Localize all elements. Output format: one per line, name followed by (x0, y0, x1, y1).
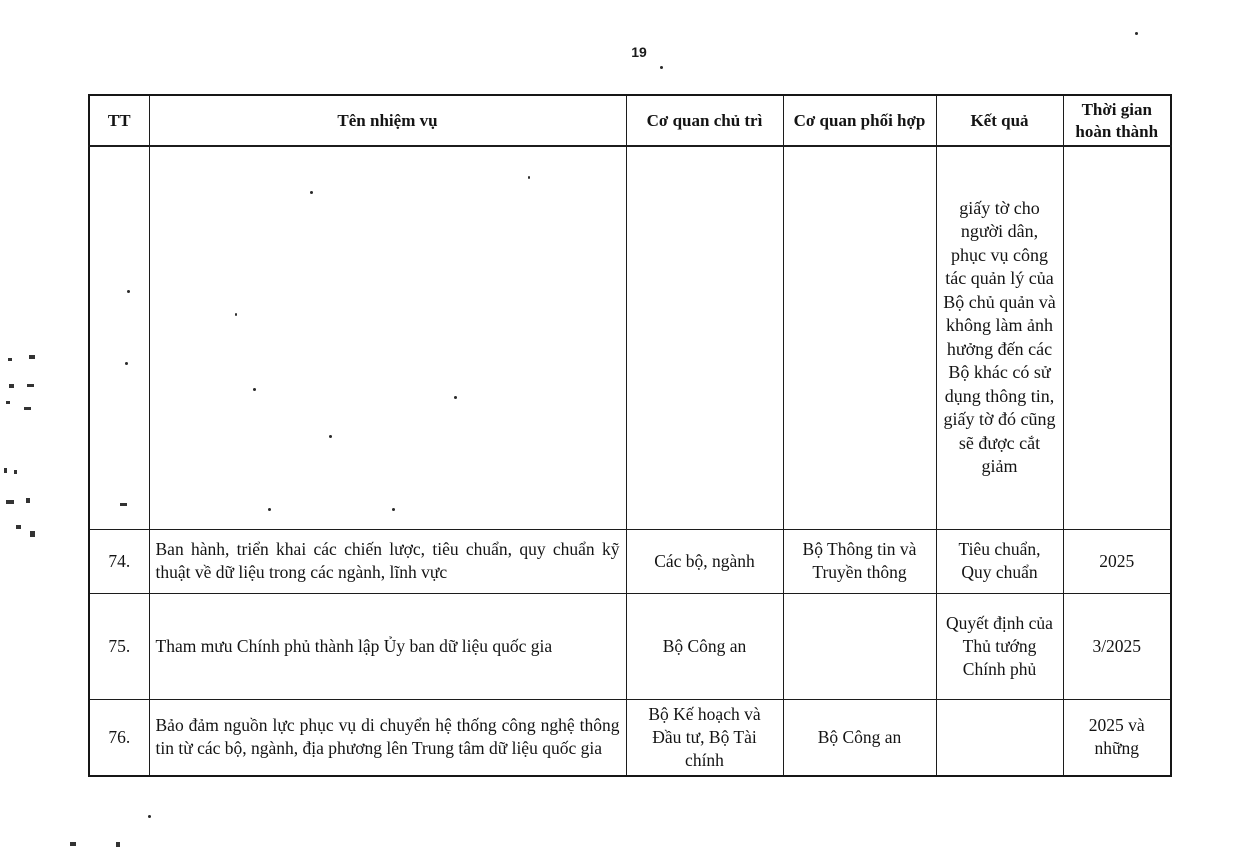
cell-tt: 74. (89, 529, 149, 593)
cell-coordinating-agency (783, 146, 936, 529)
cell-tt (89, 146, 149, 529)
cell-coordinating-agency: Bộ Công an (783, 699, 936, 776)
cell-task: Bảo đảm nguồn lực phục vụ di chuyển hệ thống công nghệ thông tin từ các bộ, ngành, địa phương lên Trung tâm dữ liệu quốc gia (149, 699, 626, 776)
scan-speck (30, 531, 35, 537)
cell-task: Ban hành, triển khai các chiến lược, tiêu chuẩn, quy chuẩn kỹ thuật về dữ liệu trong các ngành, lĩnh vực (149, 529, 626, 593)
scan-speck (329, 435, 332, 438)
cell-coordinating-agency (783, 593, 936, 699)
cell-lead-agency: Các bộ, ngành (626, 529, 783, 593)
scan-speck (27, 384, 34, 387)
cell-task: Tham mưu Chính phủ thành lập Ủy ban dữ liệu quốc gia (149, 593, 626, 699)
scan-speck (6, 500, 14, 504)
cell-task (149, 146, 626, 529)
scan-speck (125, 362, 128, 365)
scan-speck (14, 470, 17, 474)
scan-speck (268, 508, 271, 511)
scan-speck (70, 842, 76, 846)
scan-speck (1135, 32, 1138, 35)
task-table (88, 94, 1172, 777)
cell-lead-agency (626, 146, 783, 529)
header-tt: TT (89, 95, 149, 146)
header-coordinating-agency: Cơ quan phối hợp (783, 95, 936, 146)
cell-deadline: 2025 (1063, 529, 1171, 593)
table-row-75 (89, 593, 1171, 699)
scan-speck (310, 191, 313, 194)
cell-result: giấy tờ cho người dân, phục vụ công tác quản lý của Bộ chủ quản và không làm ảnh hưởng đến các Bộ khác có sử dụng thông tin, giấy tờ đó cũng sẽ được cắt giảm (936, 146, 1063, 529)
scan-speck (9, 384, 14, 388)
scan-speck (4, 468, 7, 473)
scan-speck (116, 842, 120, 847)
scan-speck (660, 66, 663, 69)
scan-speck (16, 525, 21, 529)
scan-speck (148, 815, 151, 818)
cell-deadline: 3/2025 (1063, 593, 1171, 699)
cell-tt: 75. (89, 593, 149, 699)
header-deadline: Thời gian hoàn thành (1063, 95, 1171, 146)
scan-speck (253, 388, 256, 391)
table-row-74 (89, 529, 1171, 593)
cell-lead-agency: Bộ Công an (626, 593, 783, 699)
page-number: 19 (631, 44, 647, 60)
cell-result (936, 699, 1063, 776)
scan-speck (127, 290, 130, 293)
scan-speck (235, 313, 237, 316)
cell-deadline (1063, 146, 1171, 529)
scan-speck (392, 508, 395, 511)
scan-speck (29, 355, 35, 359)
scan-speck (6, 401, 10, 404)
cell-result: Quyết định của Thủ tướng Chính phủ (936, 593, 1063, 699)
header-task: Tên nhiệm vụ (149, 95, 626, 146)
scan-speck (24, 407, 31, 410)
table-row-76 (89, 699, 1171, 776)
scan-speck (26, 498, 30, 503)
cell-result: Tiêu chuẩn, Quy chuẩn (936, 529, 1063, 593)
table-header-row (89, 95, 1171, 146)
cell-deadline: 2025 và những (1063, 699, 1171, 776)
table-row-continuation (89, 146, 1171, 529)
scan-speck (528, 176, 530, 179)
scan-speck (8, 358, 12, 361)
cell-tt: 76. (89, 699, 149, 776)
header-lead-agency: Cơ quan chủ trì (626, 95, 783, 146)
scan-speck (120, 503, 127, 506)
cell-lead-agency: Bộ Kế hoạch và Đầu tư, Bộ Tài chính (626, 699, 783, 776)
header-result: Kết quả (936, 95, 1063, 146)
scan-speck (454, 396, 457, 399)
cell-coordinating-agency: Bộ Thông tin và Truyền thông (783, 529, 936, 593)
